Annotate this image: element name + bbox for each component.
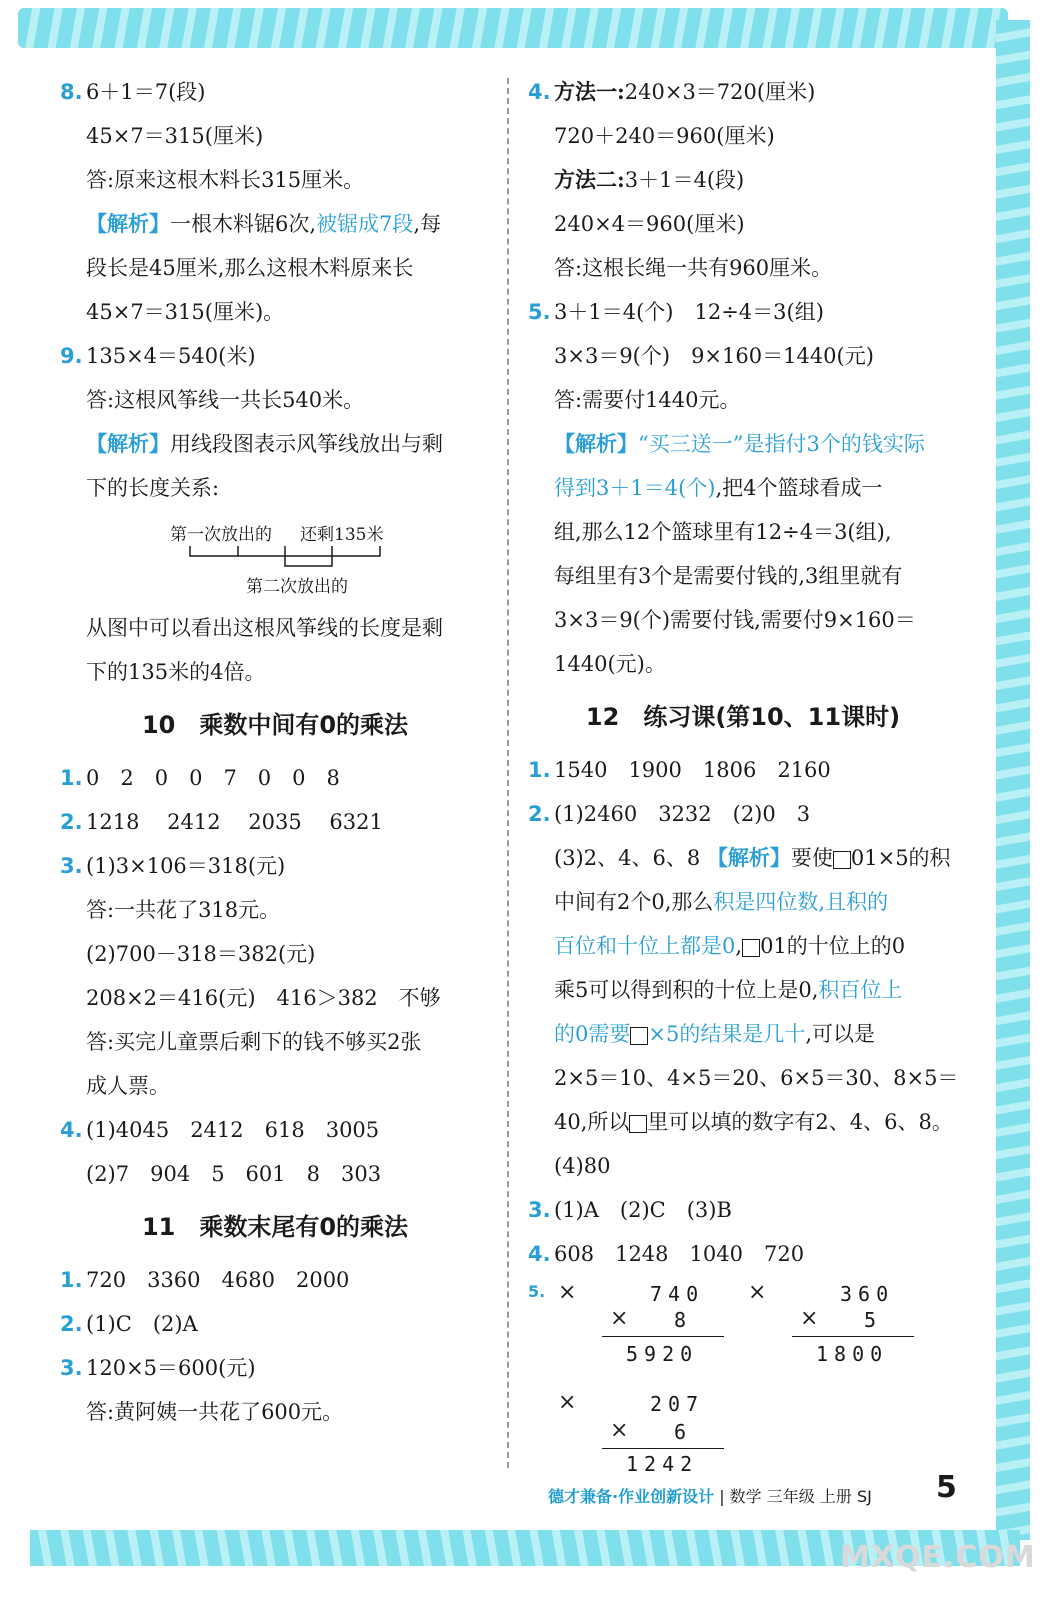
answer-line: (4)80 [554,1154,611,1178]
footer-brand: 德才兼备·作业创新设计 [548,1487,715,1506]
vertical-calculations: 5. × 740 × 8 5920 × 360 × 5 1800 [528,1276,958,1396]
analysis-line: 下的长度关系: [86,476,220,500]
analysis-line: 3×3＝9(个)需要付钱,需要付9×160＝ [554,608,916,632]
wrong-mark-icon: × [558,1280,577,1305]
analysis-line: 组,那么12个篮球里有12÷4＝3(组), [554,520,892,544]
calc-top-number: 740 [650,1282,705,1306]
answer-line: 答:买完儿童票后剩下的钱不够买2张 [86,1030,422,1054]
answer-line: 8. 6＋1＝7(段) [60,80,206,104]
answer-line: 1. 1540 1900 1806 2160 [528,758,831,782]
answer-line: 208×2＝416(元) 416＞382 不够 [86,986,441,1010]
analysis-line: 45×7＝315(厘米)。 [86,300,285,324]
analysis-tag: 【解析】 [86,431,170,456]
answer-line: 240×4＝960(厘米) [554,212,745,236]
footer-subject: 数学 [729,1487,762,1506]
blank-box-icon [630,1027,648,1045]
multiply-sign: × [800,1306,819,1331]
answer-line: 720＋240＝960(厘米) [554,124,775,148]
answer-line: 5. 3＋1＝4(个) 12÷4＝3(组) [528,300,824,324]
calc-top-number: 207 [650,1392,705,1416]
section-title-10: 10 乘数中间有0的乘法 [141,711,409,739]
answer-line: 答:需要付1440元。 [554,388,741,412]
blank-box-icon [742,939,760,957]
answer-line: 45×7＝315(厘米) [86,124,264,148]
multiply-sign: × [610,1418,629,1443]
analysis-line: 2×5＝10、4×5＝20、6×5＝30、8×5＝ [554,1066,959,1090]
answer-line: 1. 0 2 0 0 7 0 0 8 [60,766,340,790]
answer-line: 3. 120×5＝600(元) [60,1356,256,1380]
analysis-line: 下的135米的4倍。 [86,660,266,684]
analysis-line: 中间有2个0,那么积是四位数,且积的 [554,890,889,914]
calc-top-number: 360 [840,1282,895,1306]
answer-line: 4. 方法一:240×3＝720(厘米) [528,79,816,104]
footer-edition: SJ [857,1487,872,1506]
analysis-line: 40,所以 里可以填的数字有2、4、6、8。 [554,1110,953,1134]
analysis-line: 每组里有3个是需要付钱的,3组里就有 [554,564,903,588]
answer-line: 答:这根风筝线一共长540米。 [86,388,365,412]
section-title-12: 12 练习课(第10、11课时) [585,703,901,731]
calc-bottom-number: 5 [864,1308,883,1332]
calc-result: 1800 [816,1342,889,1366]
line-segment-diagram [60,510,490,606]
right-column [528,70,958,1488]
answer-line: 答:这根长绳一共有960厘米。 [554,256,833,280]
wrong-mark-icon: × [748,1280,767,1305]
diagram-label-second: 第二次放出的 [246,577,348,597]
answer-line: (2)700－318＝382(元) [86,942,316,966]
analysis-tag: 【解析】 [86,211,170,236]
footer-grade: 三年级 [766,1487,815,1506]
section-title-11: 11 乘数末尾有0的乘法 [141,1213,409,1241]
answer-line: 方法二:3＋1＝4(段) [554,167,745,192]
analysis-line: 【解析】“买三送一”是指付3个的钱实际 [554,431,925,456]
answer-line: 答:原来这根木料长315厘米。 [86,168,365,192]
calc-bottom-number: 8 [674,1308,693,1332]
answer-line: 2. (1)2460 3232 (2)0 3 [528,802,811,826]
calc-rule [602,1448,724,1449]
answer-line: 2. (1)C (2)A [60,1312,198,1336]
diagram-label-first: 第一次放出的 [170,525,272,545]
answer-line: 1. 720 3360 4680 2000 [60,1268,350,1292]
calc-rule [602,1336,724,1337]
diagram-label-remain: 还剩135米 [300,525,384,545]
right-wave-border [996,20,1030,1540]
calc-rule [792,1336,914,1337]
analysis-line: 的0需要 ×5的结果是几十,可以是 [554,1022,876,1046]
answer-line: 答:黄阿姨一共花了600元。 [86,1400,344,1424]
blank-box-icon [833,851,851,869]
calc-bottom-number: 6 [674,1420,693,1444]
answer-line: (3)2、4、6、8 【解析】要使 01×5的积 [554,845,951,870]
answer-line: 3×3＝9(个) 9×160＝1440(元) [554,344,874,368]
analysis-line: 从图中可以看出这根风筝线的长度是剩 [86,616,443,640]
analysis-line: 【解析】一根木料锯6次,被锯成7段,每 [86,211,442,236]
calc-result: 5920 [626,1342,699,1366]
vertical-calculations [528,1390,958,1488]
watermark: MXQE.COM [840,1540,1036,1575]
answer-line: 2. 1218 2412 2035 6321 [60,810,383,834]
analysis-line: 1440(元)。 [554,652,666,676]
analysis-line: 段长是45厘米,那么这根木料原来长 [86,256,414,280]
answer-line: 3. (1)3×106＝318(元) [60,854,286,878]
answer-line: 答:一共花了318元。 [86,898,281,922]
top-wave-border [18,8,1008,48]
answer-line: 9. 135×4＝540(米) [60,344,256,368]
left-column [60,70,490,1434]
analysis-line: 乘5可以得到积的十位上是0,积百位上 [554,978,903,1002]
analysis-tag: 【解析】 [706,845,791,870]
answer-line: 4. 608 1248 1040 720 [528,1242,805,1266]
answer-line: 3. (1)A (2)C (3)B [528,1198,732,1222]
analysis-line: 【解析】用线段图表示风筝线放出与剩 [86,431,443,456]
page-footer: 德才兼备·作业创新设计 | 数学 三年级 上册 SJ [548,1487,872,1506]
blank-box-icon [629,1115,647,1133]
answer-line: (2)7 904 5 601 8 303 [86,1162,382,1186]
multiply-sign: × [610,1306,629,1331]
analysis-line: 得到3＋1＝4(个),把4个篮球看成一 [554,476,883,500]
calc-result: 1242 [626,1452,699,1476]
analysis-tag: 【解析】 [554,431,638,456]
column-divider [507,78,509,1468]
footer-volume: 上册 [819,1487,852,1506]
answer-line: 4. (1)4045 2412 618 3005 [60,1118,380,1142]
wrong-mark-icon: × [558,1390,577,1415]
analysis-line: 百位和十位上都是0, 01的十位上的0 [554,934,906,958]
page-number: 5 [936,1470,957,1505]
answer-line: 成人票。 [86,1074,170,1098]
